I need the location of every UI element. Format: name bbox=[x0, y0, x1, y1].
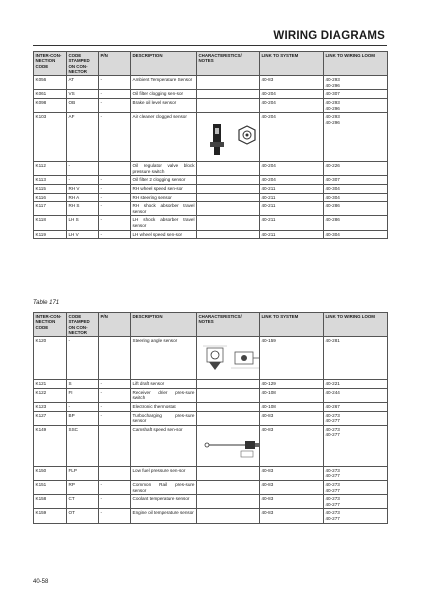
title-divider bbox=[33, 45, 387, 46]
loom-link: 40-296 bbox=[325, 105, 340, 111]
cell-link-system: 40-211 bbox=[260, 230, 324, 239]
loom-link: 40-304 bbox=[325, 185, 340, 191]
cell-code: K123 bbox=[34, 402, 67, 411]
cell-description: Electronic thermostat bbox=[131, 402, 197, 411]
cell-characteristics bbox=[197, 193, 260, 202]
cell-code: K103 bbox=[34, 113, 67, 162]
table-row bbox=[34, 380, 388, 389]
cell-link-system: 40-211 bbox=[260, 193, 324, 202]
page-number: 40-58 bbox=[33, 579, 49, 585]
cell-stamp: LH S bbox=[67, 216, 99, 230]
loom-link: 40-273 bbox=[325, 481, 340, 487]
loom-link: 40-221 bbox=[325, 381, 340, 387]
table-row bbox=[34, 90, 388, 99]
cell-stamp: RH S bbox=[67, 202, 99, 216]
cell-link-system: 40-83 bbox=[260, 425, 324, 466]
cell-pn bbox=[99, 162, 131, 176]
cell-link-loom bbox=[324, 411, 388, 425]
loom-link: 40-281 bbox=[325, 338, 340, 344]
cell-link-loom bbox=[324, 466, 388, 480]
cell-link-system: 40-159 bbox=[260, 337, 324, 380]
header-link-loom: LINK TO WIRING LOOM bbox=[324, 52, 388, 76]
loom-link: 40-273 bbox=[325, 510, 340, 516]
loom-link: 40-296 bbox=[325, 119, 340, 125]
loom-link: 40-277 bbox=[325, 473, 340, 479]
loom-link: 40-277 bbox=[325, 418, 340, 424]
loom-link: 40-277 bbox=[325, 501, 340, 507]
cell-stamp: - bbox=[67, 176, 99, 185]
table-row bbox=[34, 388, 388, 402]
header-link-loom: LINK TO WIRING LOOM bbox=[324, 313, 388, 337]
camshaft-sensor-illustration bbox=[199, 427, 258, 465]
loom-link: 40-267 bbox=[325, 403, 340, 409]
table-row bbox=[34, 495, 388, 509]
table-row bbox=[34, 425, 388, 466]
header-description: DESCRIPTION bbox=[131, 52, 197, 76]
loom-link: 40-304 bbox=[325, 231, 340, 237]
cell-characteristics bbox=[197, 76, 260, 90]
cell-pn: - bbox=[99, 193, 131, 202]
cell-description: RH wheel speed sen-sor bbox=[131, 184, 197, 193]
cell-code: K116 bbox=[34, 193, 67, 202]
cell-link-system: 40-211 bbox=[260, 216, 324, 230]
cell-link-loom bbox=[324, 230, 388, 239]
cell-stamp: FI bbox=[67, 388, 99, 402]
cell-link-system: 40-211 bbox=[260, 184, 324, 193]
cell-pn: - bbox=[99, 176, 131, 185]
cell-pn: - bbox=[99, 76, 131, 90]
cell-pn bbox=[99, 337, 131, 380]
cell-link-system: 40-204 bbox=[260, 90, 324, 99]
loom-link: 40-277 bbox=[325, 487, 340, 493]
table-row bbox=[34, 337, 388, 380]
cell-pn: - bbox=[99, 98, 131, 112]
cell-code: K112 bbox=[34, 162, 67, 176]
cell-description: Common Rail pres-sure sensor bbox=[131, 480, 197, 494]
cell-stamp: RP bbox=[67, 480, 99, 494]
air-cleaner-sensor-illustration bbox=[199, 114, 258, 160]
table-row bbox=[34, 230, 388, 239]
table-row bbox=[34, 176, 388, 185]
cell-link-system: 40-211 bbox=[260, 202, 324, 216]
header-stamp: CODE STAMPED ON CON-NECTOR bbox=[67, 313, 99, 337]
cell-link-loom bbox=[324, 380, 388, 389]
cell-characteristics bbox=[197, 480, 260, 494]
table-caption: Table 171 bbox=[33, 300, 60, 306]
cell-stamp: FLP bbox=[67, 466, 99, 480]
cell-description: Ambient Temperature Sensor bbox=[131, 76, 197, 90]
cell-link-loom bbox=[324, 216, 388, 230]
table-row bbox=[34, 202, 388, 216]
cell-link-loom bbox=[324, 425, 388, 466]
cell-characteristics bbox=[197, 113, 260, 162]
loom-link: 40-273 bbox=[325, 467, 340, 473]
loom-link: 40-293 bbox=[325, 77, 340, 83]
cell-link-system: 40-83 bbox=[260, 411, 324, 425]
cell-stamp: AF bbox=[67, 113, 99, 162]
loom-link: 40-273 bbox=[325, 496, 340, 502]
cell-link-loom bbox=[324, 176, 388, 185]
cell-stamp: SSC bbox=[67, 425, 99, 466]
cell-description: Oil filter clogging sen-sor bbox=[131, 90, 197, 99]
header-code: INTER-CON-NECTION CODE bbox=[34, 313, 67, 337]
cell-description: Engine oil temperature sensor bbox=[131, 509, 197, 523]
cell-description: Coolant temperature sensor bbox=[131, 495, 197, 509]
cell-link-loom bbox=[324, 337, 388, 380]
cell-code: K121 bbox=[34, 380, 67, 389]
cell-stamp: AT bbox=[67, 76, 99, 90]
cell-stamp: LH V bbox=[67, 230, 99, 239]
table-row bbox=[34, 184, 388, 193]
cell-pn: - bbox=[99, 388, 131, 402]
cell-stamp: BP bbox=[67, 411, 99, 425]
cell-stamp: RH V bbox=[67, 184, 99, 193]
cell-code: K151 bbox=[34, 480, 67, 494]
loom-link: 40-304 bbox=[325, 194, 340, 200]
table-row bbox=[34, 162, 388, 176]
cell-description: Oil regulator valve block pressure switch bbox=[131, 162, 197, 176]
cell-code: K150 bbox=[34, 466, 67, 480]
cell-description: Camshaft speed sen-sor bbox=[131, 425, 197, 466]
header-pn: P/N bbox=[99, 313, 131, 337]
cell-pn bbox=[99, 425, 131, 466]
cell-description: Lift draft sensor bbox=[131, 380, 197, 389]
cell-code: K098 bbox=[34, 98, 67, 112]
table-row bbox=[34, 466, 388, 480]
cell-link-loom bbox=[324, 388, 388, 402]
cell-pn: - bbox=[99, 230, 131, 239]
cell-link-loom bbox=[324, 184, 388, 193]
cell-description: RH steering sensor bbox=[131, 193, 197, 202]
cell-description: Air cleaner clogged sensor bbox=[131, 113, 197, 162]
cell-pn: - bbox=[99, 380, 131, 389]
cell-characteristics bbox=[197, 230, 260, 239]
cell-characteristics bbox=[197, 176, 260, 185]
cell-description: Brake oil level sensor bbox=[131, 98, 197, 112]
cell-stamp: OT bbox=[67, 509, 99, 523]
cell-pn: - bbox=[99, 480, 131, 494]
cell-stamp: RH A bbox=[67, 193, 99, 202]
cell-link-system: 40-83 bbox=[260, 76, 324, 90]
loom-link: 40-293 bbox=[325, 99, 340, 105]
steering-angle-sensor-illustration bbox=[199, 338, 258, 378]
cell-stamp: OB bbox=[67, 98, 99, 112]
table-row bbox=[34, 216, 388, 230]
cell-description: Low fuel pressure sen-sor bbox=[131, 466, 197, 480]
cell-pn: - bbox=[99, 495, 131, 509]
cell-pn bbox=[99, 466, 131, 480]
header-link-system: LINK TO SYSTEM bbox=[260, 52, 324, 76]
table-row bbox=[34, 113, 388, 162]
header-code: INTER-CON-NECTION CODE bbox=[34, 52, 67, 76]
cell-characteristics bbox=[197, 402, 260, 411]
cell-code: K113 bbox=[34, 176, 67, 185]
cell-link-loom bbox=[324, 402, 388, 411]
table-row bbox=[34, 98, 388, 112]
cell-code: K118 bbox=[34, 216, 67, 230]
cell-code: K061 bbox=[34, 90, 67, 99]
table-row bbox=[34, 480, 388, 494]
table-row bbox=[34, 509, 388, 523]
cell-characteristics bbox=[197, 411, 260, 425]
cell-code: K158 bbox=[34, 495, 67, 509]
cell-pn: - bbox=[99, 402, 131, 411]
cell-link-system: 40-204 bbox=[260, 113, 324, 162]
cell-link-system: 40-108 bbox=[260, 402, 324, 411]
cell-pn: - bbox=[99, 509, 131, 523]
cell-characteristics bbox=[197, 90, 260, 99]
cell-link-system: 40-108 bbox=[260, 388, 324, 402]
cell-characteristics bbox=[197, 509, 260, 523]
cell-pn: - bbox=[99, 184, 131, 193]
cell-characteristics bbox=[197, 337, 260, 380]
table-header-row bbox=[34, 313, 388, 337]
cell-pn: - bbox=[99, 411, 131, 425]
loom-link: 40-226 bbox=[325, 163, 340, 169]
table-header-row bbox=[34, 52, 388, 76]
cell-description: LH shock absorber travel sensor bbox=[131, 216, 197, 230]
cell-stamp: VS bbox=[67, 90, 99, 99]
header-link-system: LINK TO SYSTEM bbox=[260, 313, 324, 337]
cell-link-loom bbox=[324, 193, 388, 202]
table-row bbox=[34, 411, 388, 425]
cell-stamp: S bbox=[67, 380, 99, 389]
cell-code: K117 bbox=[34, 202, 67, 216]
cell-link-system: 40-83 bbox=[260, 495, 324, 509]
loom-link: 40-244 bbox=[325, 389, 340, 395]
cell-characteristics bbox=[197, 216, 260, 230]
cell-code: K120 bbox=[34, 337, 67, 380]
table-row bbox=[34, 402, 388, 411]
table-row bbox=[34, 193, 388, 202]
loom-link: 40-277 bbox=[325, 432, 340, 438]
page-title: WIRING DIAGRAMS bbox=[273, 30, 385, 42]
cell-characteristics bbox=[197, 388, 260, 402]
cell-characteristics bbox=[197, 162, 260, 176]
header-pn: P/N bbox=[99, 52, 131, 76]
loom-link: 40-307 bbox=[325, 177, 340, 183]
loom-link: 40-286 bbox=[325, 203, 340, 209]
cell-link-loom bbox=[324, 162, 388, 176]
cell-stamp: - bbox=[67, 402, 99, 411]
cell-link-system: 40-204 bbox=[260, 98, 324, 112]
cell-characteristics bbox=[197, 98, 260, 112]
cell-description: Receiver drier pres-sure switch bbox=[131, 388, 197, 402]
cell-characteristics bbox=[197, 425, 260, 466]
cell-pn: - bbox=[99, 90, 131, 99]
cell-link-system: 40-83 bbox=[260, 480, 324, 494]
cell-link-system: 40-83 bbox=[260, 466, 324, 480]
cell-link-loom bbox=[324, 495, 388, 509]
loom-link: 40-277 bbox=[325, 515, 340, 521]
loom-link: 40-273 bbox=[325, 412, 340, 418]
cell-description: Turbocharging pres-sure sensor bbox=[131, 411, 197, 425]
cell-stamp: CT bbox=[67, 495, 99, 509]
cell-link-loom bbox=[324, 90, 388, 99]
cell-characteristics bbox=[197, 466, 260, 480]
cell-link-system: 40-204 bbox=[260, 176, 324, 185]
table-row bbox=[34, 76, 388, 90]
cell-characteristics bbox=[197, 184, 260, 193]
header-description: DESCRIPTION bbox=[131, 313, 197, 337]
cell-link-loom bbox=[324, 98, 388, 112]
loom-link: 40-273 bbox=[325, 426, 340, 432]
loom-link: 40-307 bbox=[325, 91, 340, 97]
header-characteristics: CHARACTERISTICS/ NOTES bbox=[197, 313, 260, 337]
cell-link-system: 40-83 bbox=[260, 509, 324, 523]
cell-link-loom bbox=[324, 202, 388, 216]
cell-link-loom bbox=[324, 76, 388, 90]
cell-pn: - bbox=[99, 216, 131, 230]
cell-pn: - bbox=[99, 202, 131, 216]
header-characteristics: CHARACTERISTICS/ NOTES bbox=[197, 52, 260, 76]
cell-code: K149 bbox=[34, 425, 67, 466]
cell-characteristics bbox=[197, 495, 260, 509]
cell-stamp: - bbox=[67, 337, 99, 380]
cell-code: K127 bbox=[34, 411, 67, 425]
cell-link-loom bbox=[324, 480, 388, 494]
cell-description: RH shock absorber travel sensor bbox=[131, 202, 197, 216]
loom-link: 40-296 bbox=[325, 82, 340, 88]
cell-code: K119 bbox=[34, 230, 67, 239]
cell-characteristics bbox=[197, 380, 260, 389]
cell-code: K115 bbox=[34, 184, 67, 193]
cell-link-loom bbox=[324, 113, 388, 162]
cell-link-system: 40-129 bbox=[260, 380, 324, 389]
loom-link: 40-286 bbox=[325, 217, 340, 223]
cell-stamp: - bbox=[67, 162, 99, 176]
cell-description: Steering angle sensor bbox=[131, 337, 197, 380]
loom-link: 40-293 bbox=[325, 114, 340, 120]
cell-code: K122 bbox=[34, 388, 67, 402]
connector-table-2 bbox=[33, 312, 388, 524]
cell-code: K056 bbox=[34, 76, 67, 90]
header-stamp: CODE STAMPED ON CON-NECTOR bbox=[67, 52, 99, 76]
connector-table-1 bbox=[33, 51, 388, 239]
cell-description: Oil filter 2 clogging sensor bbox=[131, 176, 197, 185]
cell-code: K159 bbox=[34, 509, 67, 523]
cell-description: LH wheel speed sen-sor bbox=[131, 230, 197, 239]
cell-characteristics bbox=[197, 202, 260, 216]
cell-link-system: 40-204 bbox=[260, 162, 324, 176]
cell-link-loom bbox=[324, 509, 388, 523]
cell-pn: - bbox=[99, 113, 131, 162]
